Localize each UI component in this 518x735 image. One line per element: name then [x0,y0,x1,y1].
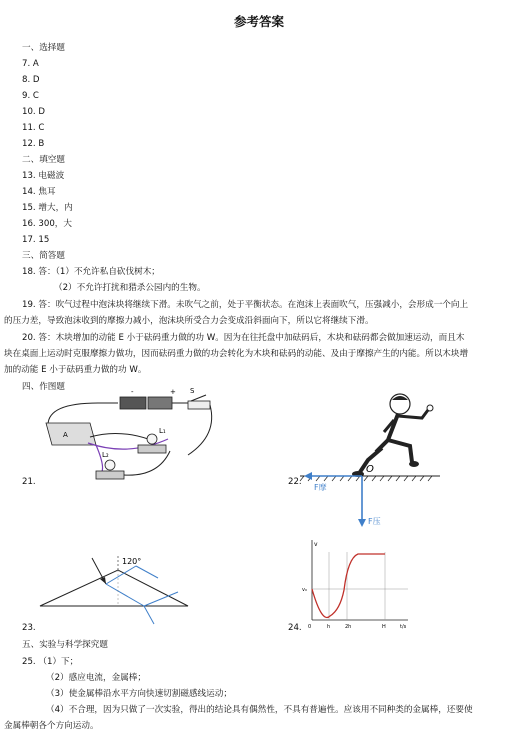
section-heading-fill: 二、填空题 [22,155,65,165]
ammeter-label: A [63,431,68,439]
pressure-force-label: F压 [368,517,381,526]
circuit-diagram [38,387,218,485]
answer-9: 9. C [22,91,39,101]
answer-17: 17. 15 [22,235,50,245]
answer-13: 13. 电磁波 [22,171,65,181]
graph-h-label: h [327,624,331,630]
answer-20-line1: 20. 答：木块增加的动能 E 小于砝码重力做的功 W。因为在往托盘中加砝码后，木块和砝码都会做加速运动，而且木 [22,333,465,343]
answer-18-part2: （2）不允许打扰和猎杀公园内的生物。 [54,283,206,293]
section-heading-experiment: 五、实验与科学探究题 [22,640,108,650]
section-heading-short: 三、简答题 [22,251,65,261]
answer-8: 8. D [22,75,40,85]
answer-25-part4-line1: （4）不合理，因为只做了一次实验，得出的结论具有偶然性，不具有普遍性。应该用不同种类的金属棒，还要使 [46,705,473,715]
figure-22-number: 22. [288,477,302,487]
answer-25-part3: （3）使金属棒沿水平方向快速切割磁感线运动； [46,689,232,699]
figure-23-number: 23. [22,623,36,633]
section-heading-choice: 一、选择题 [22,43,65,53]
switch-label: S [190,387,195,395]
answer-18-part1: 18. 答：（1）不允许私自砍伐树木； [22,267,160,277]
answer-11: 11. C [22,123,45,133]
lamp-l2-label: L₂ [102,451,109,459]
prism-ray-diagram [40,548,210,628]
answer-25-part4-line2: 金属棒朝各个方向运动。 [4,721,99,731]
graph-x-axis-label: t/s [400,624,407,630]
friction-force-label: F摩 [314,483,327,492]
answer-12: 12. B [22,139,45,149]
graph-2h-label: 2h [345,624,352,630]
circuit-plus-label: + [170,388,176,396]
prism-angle-label: 120° [122,557,142,566]
graph-H-label: H [382,624,386,630]
figure-24-number: 24. [288,623,302,633]
answer-16: 16. 300，大 [22,219,72,229]
figure-21-number: 21. [22,477,36,487]
answer-10: 10. D [22,107,46,117]
graph-v0-label: v₀ [302,587,307,593]
answer-25-part1: 25. （1）下； [22,657,79,667]
page-title: 参考答案 [233,14,284,29]
runner-force-diagram [300,390,450,530]
lamp-l1-label: L₁ [159,427,166,435]
answer-20-line3: 加的动能 E 小于砝码重力做的功 W。 [4,365,147,375]
answer-20-line2: 块在桌面上运动时克服摩擦力做功，因而砝码重力做的功会转化为木块和砝码的动能、及由于摩擦产生的内能。所以木块增 [4,349,469,359]
graph-origin-label: 0 [308,624,312,630]
answer-15: 15. 增大，内 [22,203,73,213]
answer-7: 7. A [22,59,39,69]
velocity-time-graph [300,538,415,630]
answer-19-line2: 的压力差，导致泡沫收到的摩擦力减小，泡沫块所受合力会变成沿斜面向下，所以它将继续下滑。 [4,316,374,326]
answer-25-part2: （2）感应电流，金属棒； [46,673,146,683]
section-heading-drawing: 四、作图题 [22,382,65,392]
answer-14: 14. 焦耳 [22,187,56,197]
answer-19-line1: 19. 答：吹气过程中泡沫块将继续下滑。未吹气之前，处于平衡状态。在泡沫上表面吹气，压强减小，会形成一个向上 [22,300,469,310]
circuit-minus-label: - [131,388,134,396]
graph-y-axis-label: v [314,541,318,548]
point-o-label: O [366,464,374,475]
